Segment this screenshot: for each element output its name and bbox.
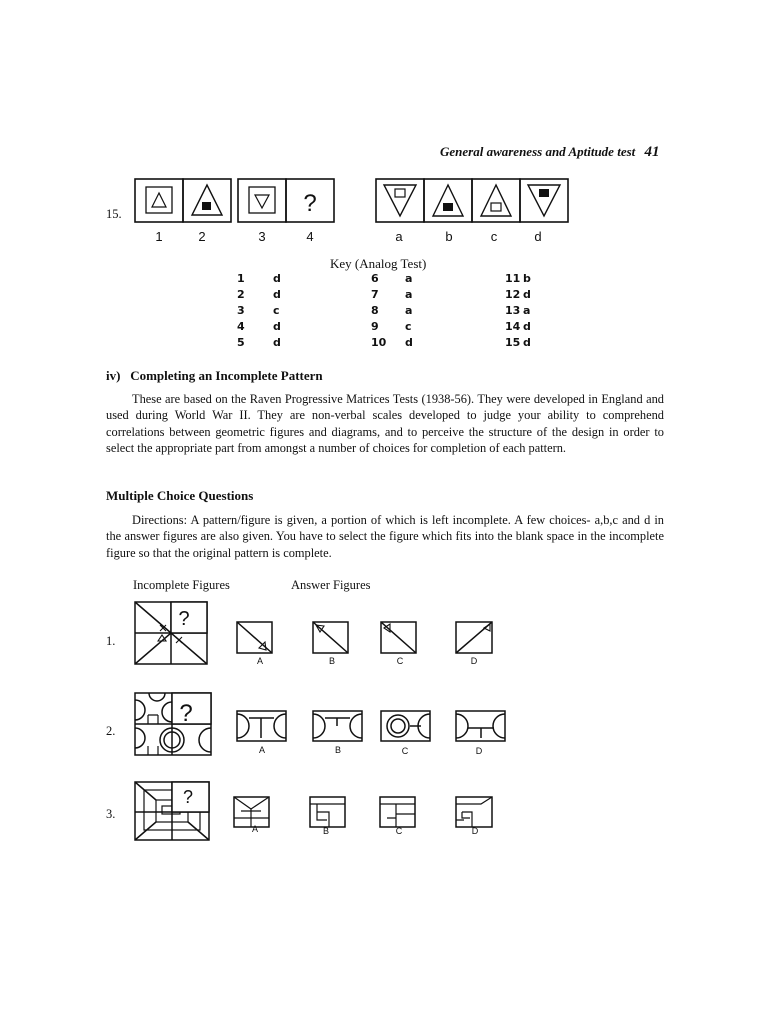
directions-container (106, 512, 664, 561)
svg-text:C: C (395, 826, 403, 836)
running-header (440, 144, 660, 161)
q15-label-4: 4 (306, 229, 314, 244)
question-1-number: 1. (106, 634, 116, 648)
key-column-3: 11 b 12 d 13 a 14 d 15 d (505, 272, 531, 349)
q15-answer-label-b: b (445, 229, 453, 244)
question-2-number: 2. (106, 724, 116, 738)
svg-text:C: C (396, 656, 404, 666)
svg-text:D: D (471, 826, 479, 836)
svg-text:A: A (258, 745, 266, 755)
svg-text:?: ? (178, 608, 190, 630)
key-column-2: 6 a 7 a 8 a 9 c 10 d (371, 272, 413, 349)
section-heading: iv) Completing an Incomplete Pattern (106, 368, 323, 383)
svg-text:B: B (334, 745, 342, 755)
svg-text:?: ? (182, 787, 194, 807)
q15-label-2: 2 (198, 229, 206, 244)
question-3-figures (134, 776, 514, 848)
page-number: 41 (644, 144, 660, 160)
q15-label-3: 3 (258, 229, 266, 244)
svg-text:A: A (251, 824, 259, 834)
question-2-figures (134, 690, 514, 762)
q15-question-mark: ? (303, 190, 317, 217)
header-title: General awareness and Aptitude test (440, 144, 636, 159)
incomplete-figures-label: Incomplete Figures (133, 578, 230, 592)
q3-choice-C (380, 797, 415, 827)
question-3-number: 3. (106, 807, 116, 821)
directions-text: Directions: A pattern/figure is given, a portion of which is left incomplete. A few choices- a,b,c and d in the answer figures are also given. You have to select the figure which fits into the blank space in the incomplete figure so that the original pattern is complete. (106, 513, 664, 560)
svg-text:D: D (470, 656, 478, 666)
key-column-1: 1 d 2 d 3 c 4 d 5 d (237, 272, 281, 349)
question-15-figures (130, 172, 570, 248)
svg-text:B: B (328, 656, 336, 666)
svg-text:B: B (322, 826, 330, 836)
section-paragraph-container (106, 391, 664, 456)
q15-box-1 (135, 179, 183, 222)
q15-label-1: 1 (155, 229, 163, 244)
answer-figures-label: Answer Figures (291, 578, 371, 592)
svg-text:A: A (256, 656, 264, 666)
svg-text:C: C (401, 746, 409, 756)
q15-answer-label-d: d (534, 229, 542, 244)
mcq-heading: Multiple Choice Questions (106, 488, 254, 503)
svg-text:D: D (475, 746, 483, 756)
section-paragraph: These are based on the Raven Progressive Matrices Tests (1938-56). They were developed in England and used during World War II. They are non-verbal scales developed to judge your ability to comprehend correlations between geometric figures and diagrams, and to perceive the structure of the design in order to select the appropriate part from amongst a number of choices for completion of each pattern. (106, 392, 664, 455)
question-1-figures (134, 600, 514, 672)
q15-answer-label-a: a (395, 229, 403, 244)
svg-text:?: ? (179, 700, 193, 727)
q15-answer-label-c: c (490, 229, 498, 244)
key-title: Key (Analog Test) (330, 256, 427, 271)
question-15-number: 15. (106, 207, 122, 221)
q15-box-3 (238, 179, 286, 222)
